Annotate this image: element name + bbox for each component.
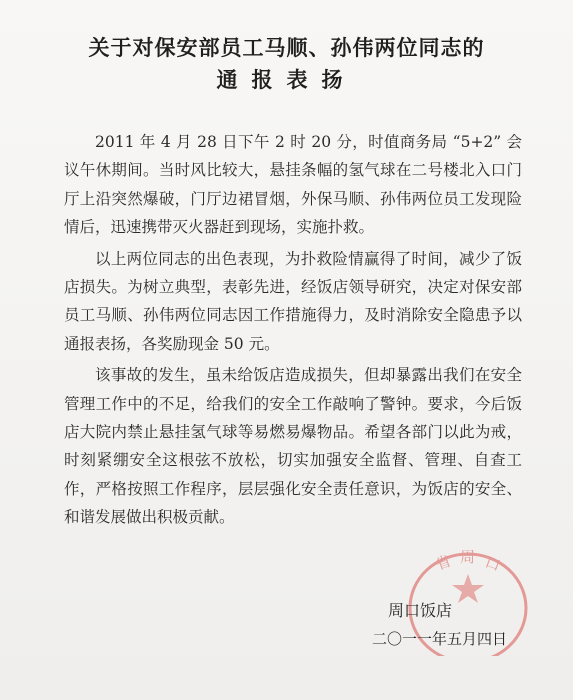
svg-text:省: 省 — [433, 551, 454, 574]
paragraph-incident: 2011 年 4 月 28 日下午 2 时 20 分，时值商务局 “5+2” 会议午休期间。当时风比较大，悬挂条幅的氢气球在二号楼北入口门厅上沿突然爆破，门厅边裙冒烟，外保马顺、孙伟两位员工发现险情后，迅速携带灭火器赶到现场，实施扑救。 — [64, 133, 522, 237]
svg-text:口: 口 — [482, 552, 503, 575]
document-body — [64, 128, 522, 535]
paragraph-commendation: 以上两位同志的出色表现，为扑救险情赢得了时间，减少了饭店损失。为树立典型，表彰先进，经饭店领导研究，决定对保安部员工马顺、孙伟两位同志因工作措施得力，及时消除安全隐患予以通报表扬，各奖励现金 50 元。 — [64, 249, 522, 353]
svg-text:周: 周 — [460, 548, 476, 566]
document-title-line-1: 关于对保安部员工马顺、孙伟两位同志的 — [88, 35, 485, 60]
document-title-line-2: 通报表扬 — [216, 67, 357, 92]
signature-organization: 周口饭店 — [388, 601, 453, 620]
paragraph-warning: 该事故的发生，虽未给饭店造成损失，但却暴露出我们在安全管理工作中的不足，给我们的安全工作敲响了警钟。要求，今后饭店大院内禁止悬挂氢气球等易燃易爆物品。希望各部门以此为戒，时刻紧绷安全这根弦不放松，切实加强安全监督、管理、自查工作，严格按照工作程序，层层强化安全责任意识，为饭店的安全、和谐发展做出积极贡献。 — [64, 366, 522, 527]
signature-date: 二〇一一年五月四日 — [372, 630, 508, 648]
